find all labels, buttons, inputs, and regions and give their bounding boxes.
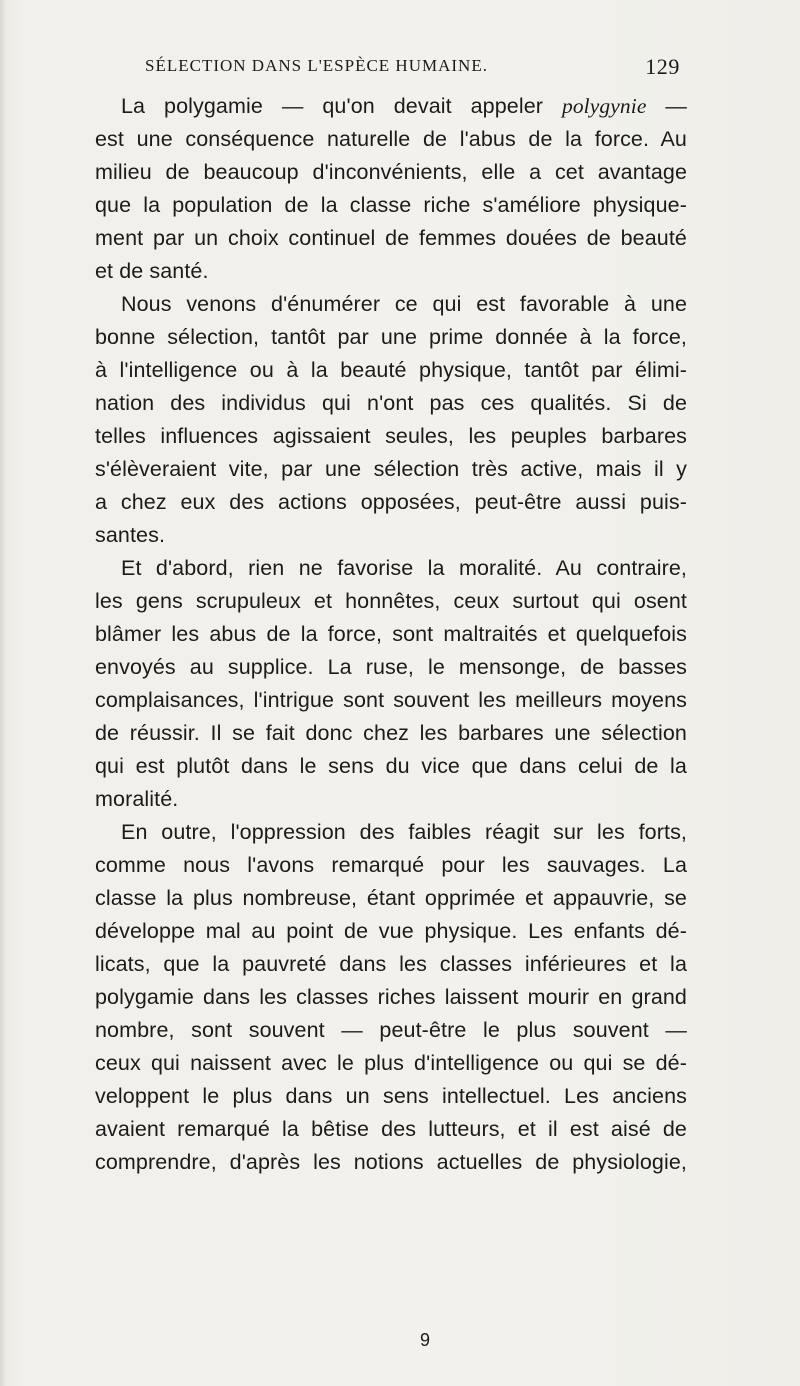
- text-line: ceux qui naissent avec le plus d'intelligence ou qui se dé-: [95, 1051, 687, 1075]
- italic-term: polygynie: [561, 94, 647, 118]
- text-line: développe mal au point de vue physique. Les enfants dé-: [95, 919, 687, 943]
- text-line: nombre, sont souvent — peut-être le plus souvent —: [95, 1018, 687, 1042]
- running-head-title: SÉLECTION DANS L'ESPÈCE HUMAINE.: [145, 56, 488, 75]
- text-line: bonne sélection, tantôt par une prime donnée à la force,: [95, 325, 687, 349]
- text-line: Et d'abord, rien ne favorise la moralité. Au contraire,: [121, 556, 687, 580]
- text-line: blâmer les abus de la force, sont maltraités et quelquefois: [95, 622, 687, 646]
- text-line: classe la plus nombreuse, étant opprimée et appauvrie, se: [95, 886, 687, 910]
- text-line: telles influences agissaient seules, les peuples barbares: [95, 424, 687, 448]
- page-edge-shadow: [0, 0, 6, 1386]
- text-line: est une conséquence naturelle de l'abus de la force. Au: [95, 127, 687, 151]
- text-line: nation des individus qui n'ont pas ces qualités. Si de: [95, 391, 687, 415]
- text-line: envoyés au supplice. La ruse, le mensonge, de basses: [95, 655, 687, 679]
- text-line: de réussir. Il se fait donc chez les barbares une sélection: [95, 721, 687, 745]
- text-line: La polygamie — qu'on devait appeler polygynie —: [121, 94, 687, 118]
- text-line: que la population de la classe riche s'améliore physique-: [95, 193, 687, 217]
- text-line: qui est plutôt dans le sens du vice que dans celui de la: [95, 754, 687, 778]
- page-number: 129: [645, 54, 680, 79]
- text-line: moralité.: [95, 787, 179, 811]
- text-line: et de santé.: [95, 259, 209, 283]
- text-line: comprendre, d'après les notions actuelles de physiologie,: [95, 1150, 687, 1174]
- text-line: les gens scrupuleux et honnêtes, ceux surtout qui osent: [95, 589, 687, 613]
- signature-mark: 9: [420, 1330, 431, 1350]
- running-head: [130, 56, 680, 86]
- text-line: a chez eux des actions opposées, peut-être aussi puis-: [95, 490, 687, 514]
- text-line: milieu de beaucoup d'inconvénients, elle a cet avantage: [95, 160, 687, 184]
- text-line: s'élèveraient vite, par une sélection très active, mais il y: [95, 457, 687, 481]
- text-line: comme nous l'avons remarqué pour les sauvages. La: [95, 853, 687, 877]
- text-line: complaisances, l'intrigue sont souvent les meilleurs moyens: [95, 688, 687, 712]
- text-line: avaient remarqué la bêtise des lutteurs, et il est aisé de: [95, 1117, 687, 1141]
- text-line: à l'intelligence ou à la beauté physique, tantôt par élimi-: [95, 358, 687, 382]
- text-line: santes.: [95, 523, 166, 547]
- text-line: veloppent le plus dans un sens intellectuel. Les anciens: [95, 1084, 687, 1108]
- text-line: licats, que la pauvreté dans les classes inférieures et la: [95, 952, 687, 976]
- text-line: En outre, l'oppression des faibles réagit sur les forts,: [121, 820, 687, 844]
- text-line: polygamie dans les classes riches laissent mourir en grand: [95, 985, 687, 1009]
- text-line: ment par un choix continuel de femmes douées de beauté: [95, 226, 687, 250]
- text-line: Nous venons d'énumérer ce qui est favorable à une: [121, 292, 687, 316]
- body-text: [95, 90, 687, 1179]
